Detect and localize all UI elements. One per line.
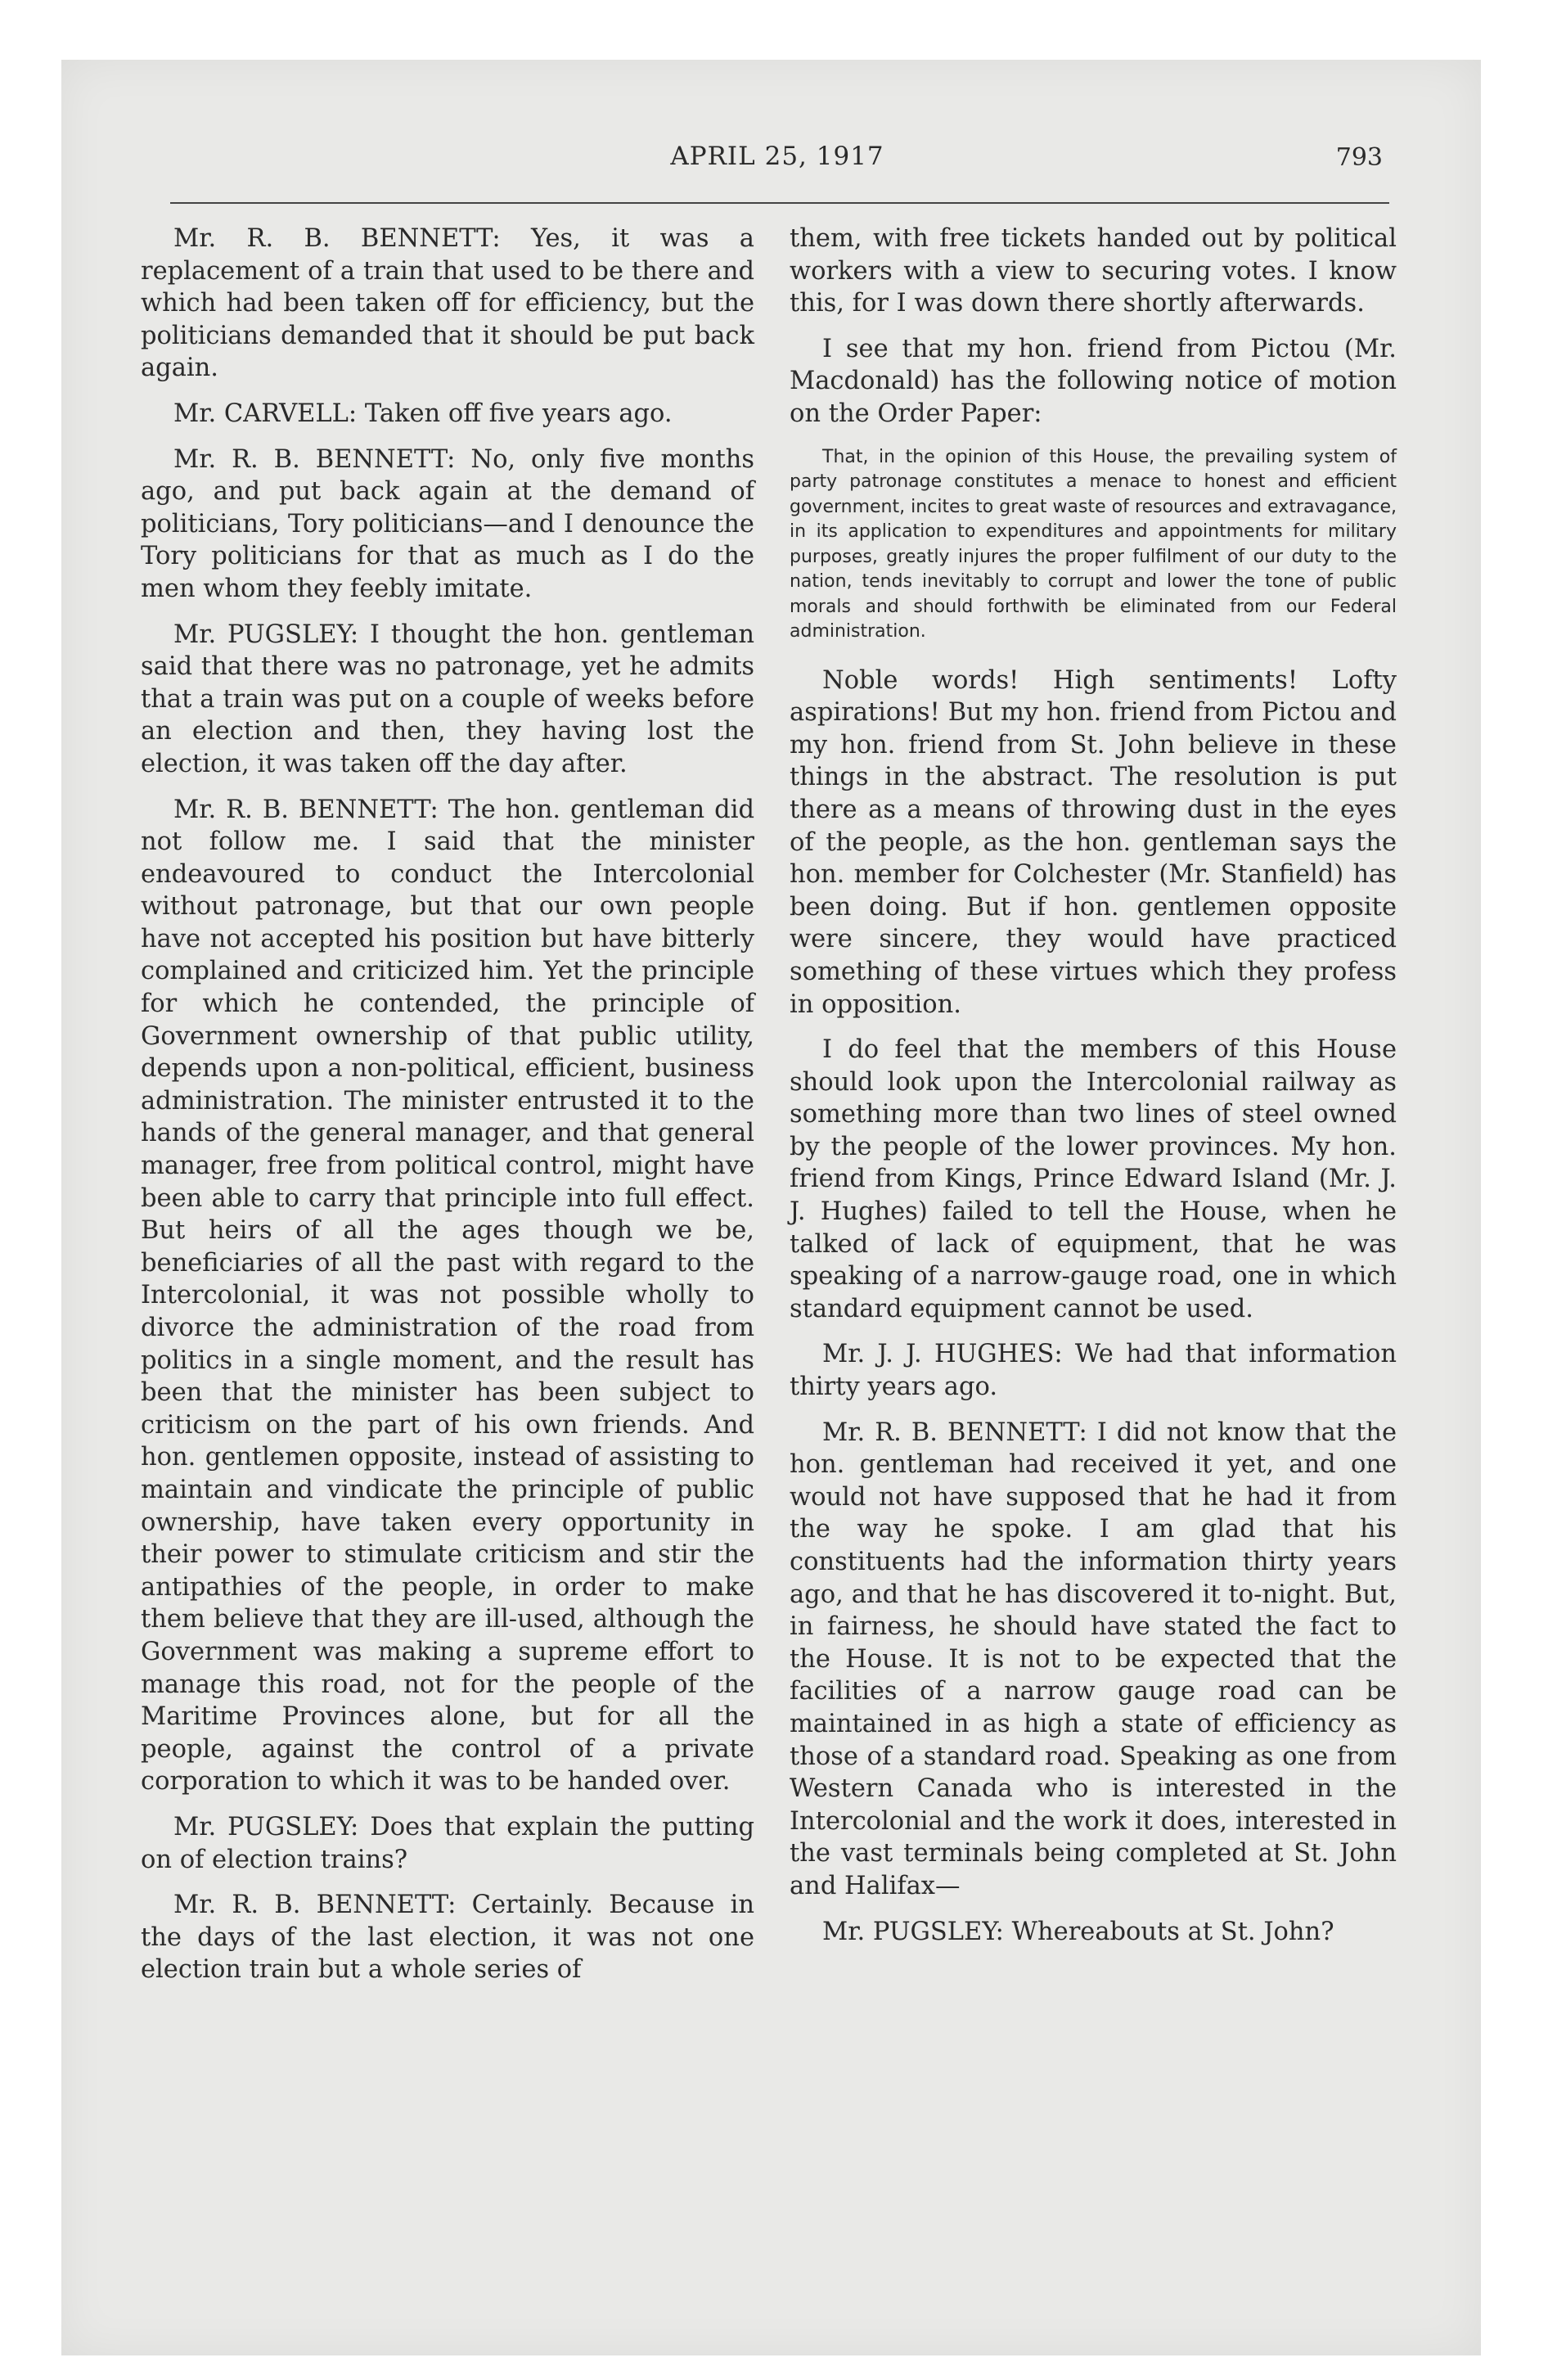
right-column <box>790 223 1397 1961</box>
paragraph: I do feel that the members of this House should look upon the Intercolonial railway as something more than two lines of steel owned by the people of the lower provinces. My hon. friend from Kings, Prince Edward Island (Mr. J. J. Hughes) failed to tell the House, when he talked of lack of equipment, that he was speaking of a narrow-gauge road, one in which standard equipment cannot be used. <box>790 1035 1397 1323</box>
paragraph: Mr. PUGSLEY: Whereabouts at St. John? <box>822 1917 1334 1946</box>
paragraph: Mr. PUGSLEY: I thought the hon. gentleman said that there was no patronage, yet he admits that a train was put on a couple of weeks before an election and then, they having lost the election, it was taken off the day after. <box>141 620 754 778</box>
continuation-paragraph: them, with free tickets handed out by political workers with a view to securing votes. I know this, for I was down there shortly afterwards. <box>790 224 1397 318</box>
paragraph: Mr. R. B. BENNETT: I did not know that the hon. gentleman had received it yet, and one would not have supposed that he had it from the way he spoke. I am glad that his constituents had the information thirty years ago, and that he has discovered it to-night. But, in fairness, he should have stated the fact to the House. It is not to be expected that the facilities of a narrow gauge road can be maintained in as high a state of efficiency as those of a standard road. Speaking as one from Western Canada who is interested in the Intercolonial and the work it does, interested in the vast terminals being completed at St. John and Halifax— <box>790 1418 1397 1900</box>
quoted-motion: That, in the opinion of this House, the prevailing system of party patronage constitutes a menace to honest and efficient government, incites to great waste of resources and extravagance, in its application to expenditures and appointments for military purposes, greatly injures the proper fulfilment of our duty to the nation, tends inevitably to corrupt and lower the tone of public morals and should forthwith be eliminated from our Federal administration. <box>790 446 1397 642</box>
paragraph: Noble words! High sentiments! Lofty aspirations! But my hon. friend from Pictou and my hon. friend from St. John believe in these things in the abstract. The resolution is put there as a means of throwing dust in the eyes of the people, as the hon. gentleman says the hon. member for Colchester (Mr. Stanfield) has been doing. But if hon. gentlemen opposite were sincere, they would have practiced something of these virtues which they profess in opposition. <box>790 665 1397 1019</box>
paragraph: Mr. R. B. BENNETT: Yes, it was a replacement of a train that used to be there and which had been taken off for efficiency, but the politicians demanded that it should be put back again. <box>141 224 754 383</box>
page-date: APRIL 25, 1917 <box>670 142 884 171</box>
page-header <box>172 142 1383 183</box>
paragraph: Mr. J. J. HUGHES: We had that information thirty years ago. <box>790 1340 1397 1402</box>
paragraph: Mr. R. B. BENNETT: Certainly. Because in the days of the last election, it was not one election train but a whole series of <box>141 1891 754 1985</box>
paragraph: Mr. R. B. BENNETT: No, only five months ago, and put back again at the demand of politicians, Tory politicians—and I denounce the Tory politicians for that as much as I do the men whom they feebly imitate. <box>141 444 754 603</box>
paragraph: Mr. PUGSLEY: Does that explain the putting on of election trains? <box>141 1812 754 1874</box>
header-rule <box>170 202 1389 204</box>
paragraph: Mr. CARVELL: Taken off five years ago. <box>173 399 673 428</box>
page-number: 793 <box>1335 143 1383 172</box>
paragraph: Mr. R. B. BENNETT: The hon. gentleman did not follow me. I said that the minister endeavoured to conduct the Intercolonial without patronage, but that our own people have not accepted his position but have bitterly complained and criticized him. Yet the principle for which he contended, the principle of Government ownership of that public utility, depends upon a non-political, efficient, business administration. The minister entrusted it to the hands of the general manager, and that general manager, free from political control, might have been able to carry that principle into full effect. But heirs of all the ages though we be, beneficiaries of all the past with regard to the Intercolonial, it was not possible wholly to divorce the administration of the road from politics in a single moment, and the result has been that the minister has been subject to criticism on the part of his own friends. And hon. gentlemen opposite, instead of assisting to maintain and vindicate the principle of public ownership, have taken every opportunity in their power to stimulate criticism and stir the antipathies of the people, in order to make them believe that they are ill-used, although the Government was making a supreme effort to manage this road, not for the people of the Maritime Provinces alone, but for all the people, against the control of a private corporation to which it was to be handed over. <box>141 795 754 1796</box>
paragraph: I see that my hon. friend from Pictou (Mr. Macdonald) has the following notice of motion on the Order Paper: <box>790 334 1397 428</box>
left-column <box>141 223 754 1999</box>
